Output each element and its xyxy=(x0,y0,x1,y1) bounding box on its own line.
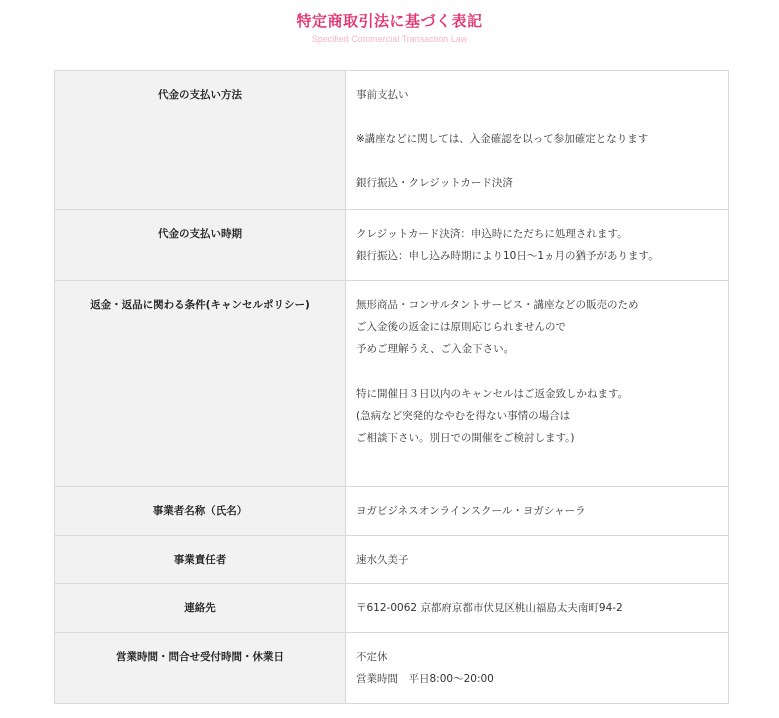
value-line: 〒612-0062 京都府京都市伏見区桃山福島太夫南町94-2 xyxy=(356,602,623,614)
label-cell xyxy=(55,71,346,210)
value-line: ご入金後の返金には原則応じられませんので xyxy=(356,321,566,333)
row-label: 営業時間・問合せ受付時間・休業日 xyxy=(116,651,284,663)
value-line: クレジットカード決済：申込時にただちに処理されます。 xyxy=(356,228,628,240)
value-line: 無形商品・コンサルタントサービス・講座などの販売のため xyxy=(356,299,639,311)
row-label: 代金の支払い時期 xyxy=(158,228,242,240)
value-line: 営業時間 平日8:00〜20:00 xyxy=(356,673,494,685)
table-row-business-name xyxy=(55,487,729,536)
value-line: 予めご理解うえ、ご入金下さい。 xyxy=(356,343,515,355)
value-line: 銀行振込・クレジットカード決済 xyxy=(356,177,513,189)
row-label: 返金・返品に関わる条件(キャンセルポリシー) xyxy=(90,299,310,311)
value-line: ※講座などに関しては、入金確認を以って参加確定となります xyxy=(356,133,649,145)
value-cell xyxy=(346,210,729,281)
value-cell xyxy=(346,584,729,633)
label-cell xyxy=(55,281,346,487)
table-row-responsible-person xyxy=(55,536,729,584)
label-cell xyxy=(55,487,346,536)
value-line: 事前支払い xyxy=(356,89,409,101)
table-row-business-hours xyxy=(55,633,729,704)
row-label: 代金の支払い方法 xyxy=(158,89,242,101)
table-row-refund-policy xyxy=(55,281,729,487)
label-cell xyxy=(55,633,346,704)
value-cell xyxy=(346,71,729,210)
value-cell xyxy=(346,633,729,704)
value-line: 不定休 xyxy=(356,651,388,663)
table-row-contact xyxy=(55,584,729,633)
value-line: 銀行振込：申し込み時期により10日〜1ヵ月の猶予があります。 xyxy=(356,250,659,262)
table-row-payment-timing xyxy=(55,210,729,281)
value-cell xyxy=(346,281,729,487)
page-title: 特定商取引法に基づく表記 xyxy=(296,12,483,30)
value-line: ご相談下さい。別日での開催をご検討します。) xyxy=(356,432,575,444)
label-cell xyxy=(55,536,346,584)
value-line: 速水久美子 xyxy=(356,554,409,566)
value-line: 特に開催日３日以内のキャンセルはご返金致しかねます。 xyxy=(356,388,629,400)
value-line: (急病など突発的なやむを得ない事情の場合は xyxy=(356,410,571,422)
value-line: ヨガビジネスオンラインスクール・ヨガシャーラ xyxy=(356,505,586,517)
label-cell xyxy=(55,584,346,633)
law-table xyxy=(54,70,729,704)
value-cell xyxy=(346,536,729,584)
table-row-payment-method xyxy=(55,71,729,210)
value-cell xyxy=(346,487,729,536)
row-label: 連絡先 xyxy=(184,602,216,614)
label-cell xyxy=(55,210,346,281)
row-label: 事業者名称（氏名） xyxy=(152,505,248,517)
page-subtitle: Specified Commercial Transaction Law xyxy=(311,34,468,44)
row-label: 事業責任者 xyxy=(173,554,227,566)
